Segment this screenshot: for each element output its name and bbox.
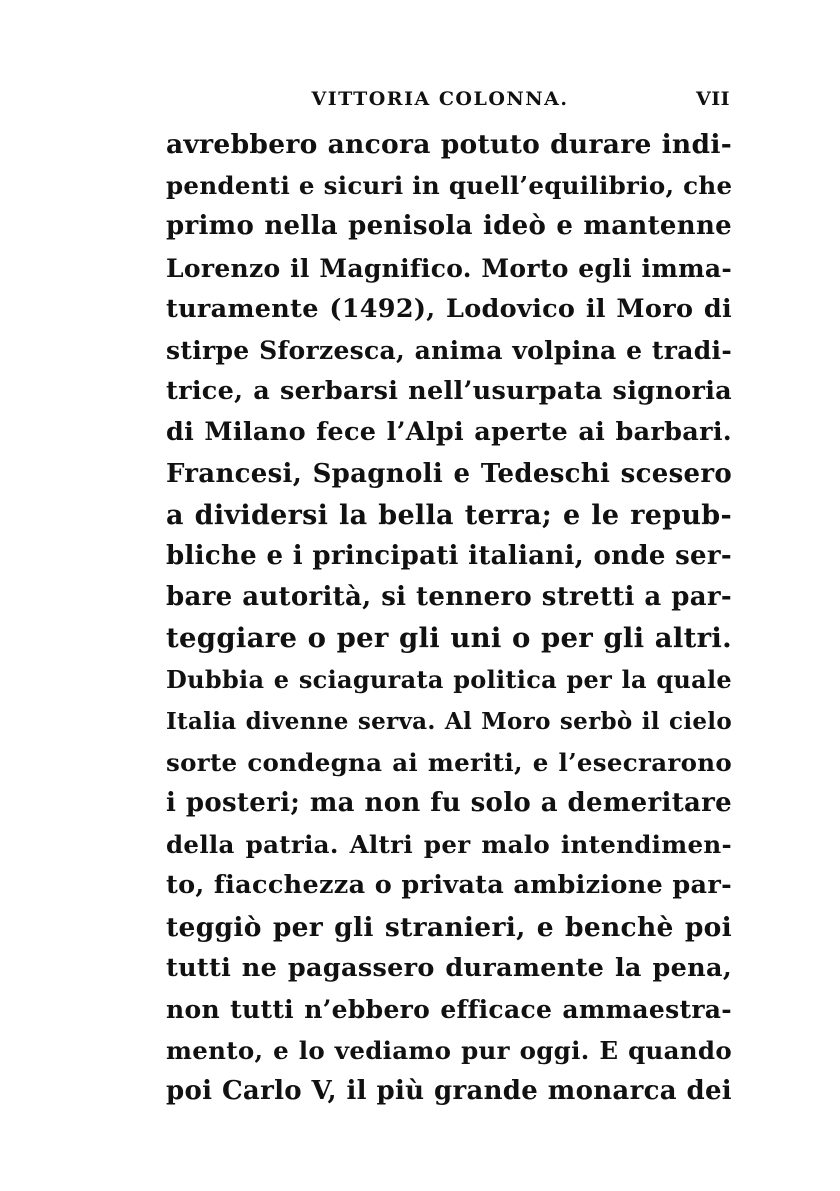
text-line: to, fiacchezza o privata ambizione par-	[166, 870, 732, 901]
text-line: non tutti n’ebbero efficace ammaestra-	[166, 994, 732, 1024]
text-line: avrebbero ancora potuto durare indi-	[166, 129, 732, 160]
text-line: stirpe Sforzesca, anima volpina e tradi-	[166, 335, 732, 365]
text-line: teggiare o per gli uni o per gli altri.	[166, 622, 732, 655]
text-line: sorte condegna ai meriti, e l’esecrarono	[166, 747, 732, 777]
text-line: pendenti e sicuri in quell’equilibrio, che	[166, 171, 733, 201]
body-text	[166, 124, 732, 1113]
text-line: tutti ne pagassero duramente la pena,	[166, 952, 732, 983]
text-line: mento, e lo vediamo pur oggi. E quando	[166, 1036, 732, 1066]
text-line: di Milano fece l’Alpi aperte ai barbari.	[166, 417, 732, 448]
text-line: Italia divenne serva. Al Moro serbò il cielo	[166, 707, 732, 735]
text-line: Francesi, Spagnoli e Tedeschi scesero	[166, 458, 732, 489]
text-line: poi Carlo V, il più grande monarca dei	[166, 1076, 732, 1107]
text-line: trice, a serbarsi nell’usurpata signoria	[166, 376, 732, 407]
text-line: teggiò per gli stranieri, e benchè poi	[166, 911, 732, 943]
text-line: Lorenzo il Magnifico. Morto egli imma-	[166, 253, 732, 283]
text-line: a dividersi la bella terra; e le repub-	[166, 499, 732, 531]
running-head	[166, 88, 730, 114]
text-line: primo nella penisola ideò e mantenne	[166, 211, 732, 242]
text-line: turamente (1492), Lodovico il Moro di	[166, 293, 732, 324]
text-line: bliche e i principati italiani, onde ser-	[166, 540, 732, 571]
text-line: Dubbia e sciagurata politica per la quale	[166, 665, 732, 695]
running-title: VITTORIA COLONNA.	[311, 88, 569, 110]
text-line: bare autorità, si tennero stretti a par-	[166, 582, 732, 613]
text-line: della patria. Altri per malo intendimen-	[166, 830, 732, 860]
page-number: VII	[695, 88, 730, 110]
text-line: i posteri; ma non fu solo a demeritare	[166, 788, 732, 818]
